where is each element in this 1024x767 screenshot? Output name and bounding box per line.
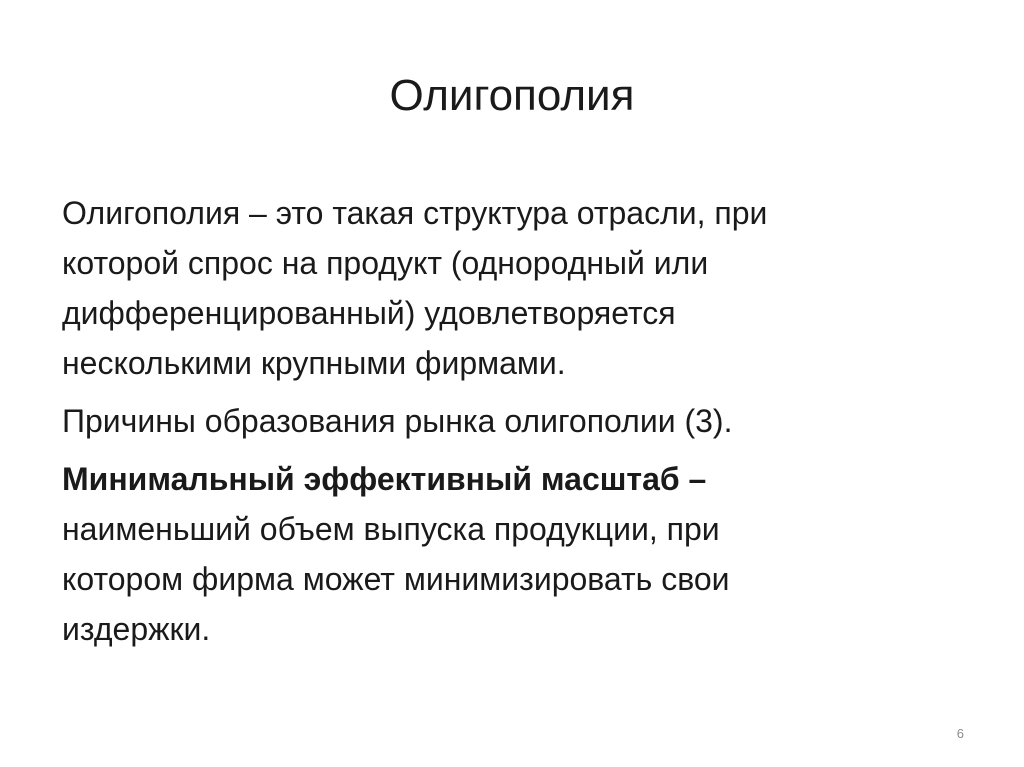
text-line: несколькими крупными фирмами. [62, 345, 566, 381]
text-line: Олигополия – это такая структура отрасли, при [62, 195, 768, 231]
text-line: котором фирма может минимизировать свои [62, 561, 730, 597]
page-number: 6 [956, 726, 964, 741]
text-line: наименьший объем выпуска продукции, при [62, 511, 720, 547]
slide-body [62, 188, 962, 662]
mes-paragraph [62, 454, 962, 654]
text-line: Причины образования рынка олигополии (3). [62, 403, 733, 439]
text-line: издержки. [62, 611, 211, 647]
definition-paragraph [62, 188, 962, 388]
causes-paragraph [62, 396, 962, 446]
text-line: дифференцированный) удовлетворяется [62, 295, 676, 331]
slide-title: Олигополия [389, 71, 635, 120]
text-line: которой спрос на продукт (однородный или [62, 245, 709, 281]
bold-term: Минимальный эффективный масштаб – [62, 461, 707, 497]
